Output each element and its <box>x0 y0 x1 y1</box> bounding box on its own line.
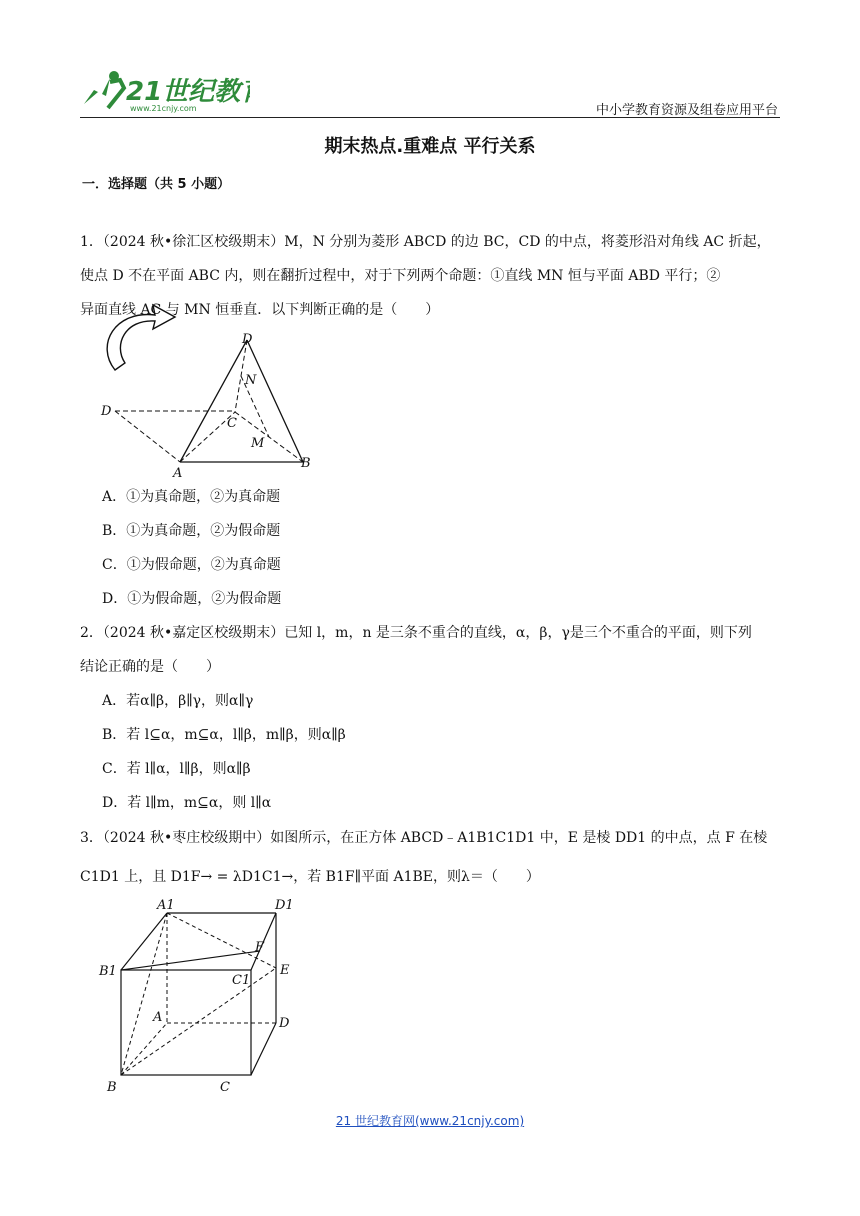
q3-line-2: C1D1 上，且 D1F→ = λD1C1→，若 B1F∥平面 A1BE，则λ＝（ ） <box>80 869 540 885</box>
fig3-label-c: C <box>220 1080 230 1095</box>
fig3-label-b: B <box>107 1080 117 1095</box>
q1-option-d[interactable]: D．①为假命题，②为假命题 <box>102 591 282 607</box>
logo-url: www.21cnjy.com <box>130 104 197 113</box>
fig3-label-c1: C1 <box>232 973 251 988</box>
q2-option-c[interactable]: C．若 l∥α，l∥β，则α∥β <box>102 761 251 777</box>
logo-graphic <box>80 68 250 114</box>
fig3-label-d1: D1 <box>275 898 294 913</box>
fig3-label-a1: A1 <box>157 898 175 913</box>
logo-text: 21世纪教 <box>126 77 241 107</box>
fig1-label-c: C <box>227 416 237 431</box>
fig3-label-b1: B1 <box>99 964 117 979</box>
fig1-label-a: A <box>173 466 183 480</box>
q1-option-c[interactable]: C．①为假命题，②为真命题 <box>102 557 281 573</box>
q2-line-2: 结论正确的是（ ） <box>80 659 220 675</box>
page-title: 期末热点.重难点 平行关系 <box>324 136 536 157</box>
q1-option-b[interactable]: B．①为真命题，②为假命题 <box>102 523 281 539</box>
fig3-label-d: D <box>279 1016 290 1031</box>
fig3-label-a: A <box>153 1010 163 1025</box>
fig1-label-b: B <box>301 456 311 471</box>
fig1-label-m: M <box>251 436 265 451</box>
fig1-label-d-top: D <box>242 332 253 347</box>
fig3-label-f: F <box>255 940 265 955</box>
footer-link[interactable]: 21 世纪教育网(www.21cnjy.com) <box>335 1114 525 1128</box>
platform-name: 中小学教育资源及组卷应用平台 <box>595 103 778 118</box>
q2-option-d[interactable]: D．若 l∥m，m⊆α，则 l∥α <box>102 795 272 811</box>
header-divider <box>80 117 780 118</box>
q2-option-b[interactable]: B．若 l⊆α，m⊆α，l∥β，m∥β，则α∥β <box>102 727 346 743</box>
q1-line-1: 1．（2024 秋•徐汇区校级期末）M，N 分别为菱形 ABCD 的边 BC，CD 的中点，将菱形沿对角线 AC 折起， <box>80 234 771 250</box>
fig1-label-d-left: D <box>101 404 112 419</box>
q1-line-3: 异面直线 AC 与 MN 恒垂直．以下判断正确的是（ ） <box>80 302 440 318</box>
fig1-label-n: N <box>245 373 257 388</box>
q1-option-a[interactable]: A．①为真命题，②为真命题 <box>102 489 281 505</box>
fold-arrow-icon <box>107 305 175 370</box>
q1-figure <box>95 295 325 480</box>
q1-line-2: 使点 D 不在平面 ABC 内，则在翻折过程中，对于下列两个命题：①直线 MN 恒与平面 ABD 平行；② <box>80 268 721 284</box>
fig3-label-e: E <box>280 963 290 978</box>
section-heading: 一．选择题（共 5 小题） <box>82 177 231 192</box>
q2-option-a[interactable]: A．若α∥β，β∥γ，则α∥γ <box>102 693 254 709</box>
q2-line-1: 2．（2024 秋•嘉定区校级期末）已知 l，m，n 是三条不重合的直线，α，β，γ是三个不重合的平面，则下列 <box>80 625 752 641</box>
q3-figure <box>95 895 305 1100</box>
q3-line-1: 3．（2024 秋•枣庄校级期中）如图所示，在正方体 ABCD﹣A1B1C1D1 中，E 是棱 DD1 的中点，点 F 在棱 <box>80 830 768 846</box>
site-logo <box>80 68 250 114</box>
